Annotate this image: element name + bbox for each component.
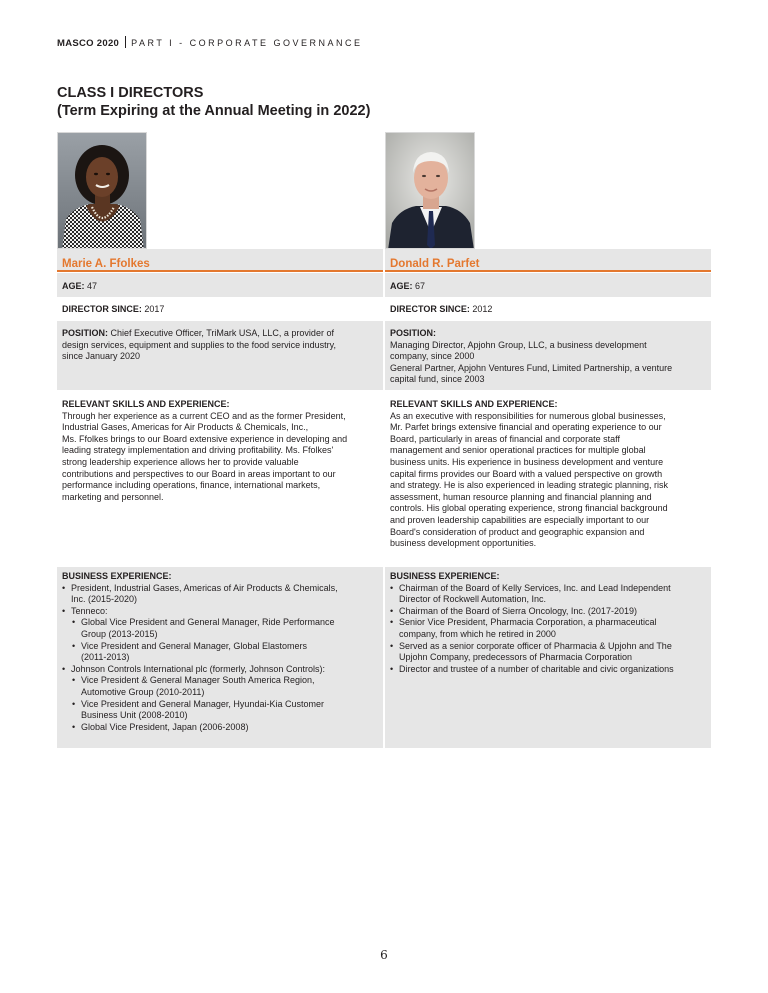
- position-row: [57, 321, 383, 390]
- position-row: [385, 321, 711, 390]
- director-since-row: [57, 297, 383, 321]
- skills-line: Ms. Ffolkes brings to our Board extensive experience in developing and: [62, 433, 348, 444]
- page-title-line-1: CLASS I DIRECTORS: [57, 85, 204, 101]
- business-line: Chairman of the Board of Sierra Oncology, Inc. (2017-2019): [399, 605, 637, 616]
- business-line: Served as a senior corporate officer of Pharmacia & Upjohn and The: [399, 640, 672, 651]
- age-value: 67: [415, 281, 426, 291]
- director-since-label: DIRECTOR SINCE:: [62, 304, 142, 314]
- business-item: [390, 641, 706, 664]
- business-label: BUSINESS EXPERIENCE:: [62, 571, 172, 581]
- report-name: MASCO 2020: [57, 38, 120, 49]
- skills-line: Board's consideration of product and geographic expansion and: [390, 526, 645, 537]
- section-name: PART I - CORPORATE GOVERNANCE: [131, 38, 363, 48]
- skills-line: management and senior operational practices for multiple global: [390, 445, 646, 456]
- age-value: 47: [87, 281, 98, 291]
- position-text: General Partner, Apjohn Ventures Fund, Limited Partnership, a venture: [390, 362, 673, 373]
- running-header: [57, 36, 363, 49]
- skills-line: business units. His experience in business development and venture: [390, 456, 664, 467]
- age-label: AGE:: [390, 281, 413, 291]
- director-since-value: 2012: [472, 304, 493, 314]
- skills-line: Through her experience as a current CEO and as the former President,: [62, 410, 346, 421]
- position-text: company, since 2000: [390, 351, 475, 362]
- page-title: [57, 84, 557, 120]
- skills-line: business development opportunities.: [390, 538, 537, 549]
- skills-line: assessment, human resource planning and financial planning and: [390, 491, 652, 502]
- position-label: POSITION:: [62, 328, 109, 338]
- skills-label: RELEVANT SKILLS AND EXPERIENCE:: [62, 399, 230, 409]
- skills-label: RELEVANT SKILLS AND EXPERIENCE:: [390, 399, 558, 409]
- business-line: Vice President and General Manager, Global Elastomers: [81, 640, 307, 651]
- skills-row: [385, 390, 711, 567]
- skills-line: Industrial Gases, Americas for Air Products & Chemicals, Inc.,: [62, 422, 309, 433]
- business-sub-item: [72, 617, 378, 640]
- business-item: [62, 606, 378, 618]
- position-label: POSITION:: [390, 328, 437, 338]
- director-name: Donald R. Parfet: [390, 258, 480, 270]
- business-list: [62, 583, 378, 734]
- page-number: 6: [380, 948, 388, 962]
- director-since-value: 2017: [144, 304, 165, 314]
- director-name-row: [385, 249, 711, 272]
- director-photo-ffolkes: [57, 132, 147, 249]
- skills-line: controls. His global operating experience, strong financial background: [390, 503, 668, 514]
- business-line: Director and trustee of a number of charitable and civic organizations: [399, 663, 674, 674]
- business-item: [62, 583, 378, 606]
- business-label: BUSINESS EXPERIENCE:: [390, 571, 500, 581]
- age-label: AGE:: [62, 281, 85, 291]
- director-card-parfet: [385, 249, 711, 748]
- business-item: [390, 583, 706, 606]
- skills-line: Board, particularly in areas of financial and corporate staff: [390, 433, 620, 444]
- director-name-row: [57, 249, 383, 272]
- business-experience-row: [385, 567, 711, 748]
- skills-line: marketing and personnel.: [62, 491, 164, 502]
- position-text: design services, equipment and supplies to the food service industry,: [62, 339, 336, 350]
- skills-line: and proven leadership capabilities are especially important to our: [390, 514, 650, 525]
- director-name: Marie A. Ffolkes: [62, 258, 150, 270]
- skills-line: capital firms provides our Board with a valued perspective on growth: [390, 468, 663, 479]
- skills-row: [57, 390, 383, 567]
- position-text: Chief Executive Officer, TriMark USA, LLC, a provider of: [110, 328, 334, 338]
- business-line: Vice President and General Manager, Hyundai-Kia Customer: [81, 698, 324, 709]
- page-title-line-2: (Term Expiring at the Annual Meeting in 2022): [57, 103, 371, 119]
- business-line: Automotive Group (2010-2011): [81, 686, 205, 697]
- business-line: Group (2013-2015): [81, 628, 158, 639]
- skills-line: leading strategy implementation and driving profitability. Ms. Ffolkes': [62, 445, 334, 456]
- business-line: Senior Vice President, Pharmacia Corporation, a pharmaceutical: [399, 617, 657, 628]
- position-text: capital fund, since 2003: [390, 374, 485, 385]
- business-sub-item: [72, 675, 378, 698]
- business-line: Johnson Controls International plc (formerly, Johnson Controls):: [71, 663, 325, 674]
- business-line: Vice President & General Manager South America Region,: [81, 675, 315, 686]
- business-list: [390, 583, 706, 676]
- skills-line: contributions and perspectives to our Board in areas important to our: [62, 468, 336, 479]
- business-experience-row: [57, 567, 383, 748]
- business-sub-item: [72, 641, 378, 664]
- director-photo-parfet: [385, 132, 475, 249]
- business-line: (2011-2013): [81, 652, 130, 663]
- skills-line: As an executive with responsibilities for numerous global businesses,: [390, 410, 666, 421]
- position-text: since January 2020: [62, 351, 141, 362]
- skills-line: performance including operations, finance, international markets,: [62, 480, 321, 491]
- business-line: President, Industrial Gases, Americas of Air Products & Chemicals,: [71, 582, 338, 593]
- business-line: Chairman of the Board of Kelly Services, Inc. and Lead Independent: [399, 582, 671, 593]
- business-sub-item: [72, 699, 378, 722]
- position-text: Managing Director, Apjohn Group, LLC, a business development: [390, 339, 647, 350]
- business-line: company, from which he retired in 2000: [399, 628, 556, 639]
- skills-line: Mr. Parfet brings extensive financial and operating experience to our: [390, 422, 662, 433]
- business-line: Upjohn Company, predecessors of Pharmacia Corporation: [399, 652, 632, 663]
- business-line: Global Vice President, Japan (2006-2008): [81, 721, 249, 732]
- business-item: [62, 664, 378, 676]
- age-row: [57, 273, 383, 297]
- business-sub-item: [72, 722, 378, 734]
- business-item: [390, 617, 706, 640]
- skills-line: and strategy. He is also experienced in leading strategic planning, risk: [390, 480, 668, 491]
- director-card-ffolkes: [57, 249, 383, 748]
- business-item: [390, 606, 706, 618]
- director-since-row: [385, 297, 711, 321]
- business-line: Business Unit (2008-2010): [81, 710, 188, 721]
- header-divider: [125, 36, 126, 48]
- business-line: Global Vice President and General Manager, Ride Performance: [81, 617, 335, 628]
- director-since-label: DIRECTOR SINCE:: [390, 304, 470, 314]
- skills-line: strong leadership experience allows her to provide valuable: [62, 456, 299, 467]
- age-row: [385, 273, 711, 297]
- business-line: Director of Rockwell Automation, Inc.: [399, 594, 547, 605]
- business-item: [390, 664, 706, 676]
- business-line: Inc. (2015-2020): [71, 594, 138, 605]
- business-line: Tenneco:: [71, 605, 108, 616]
